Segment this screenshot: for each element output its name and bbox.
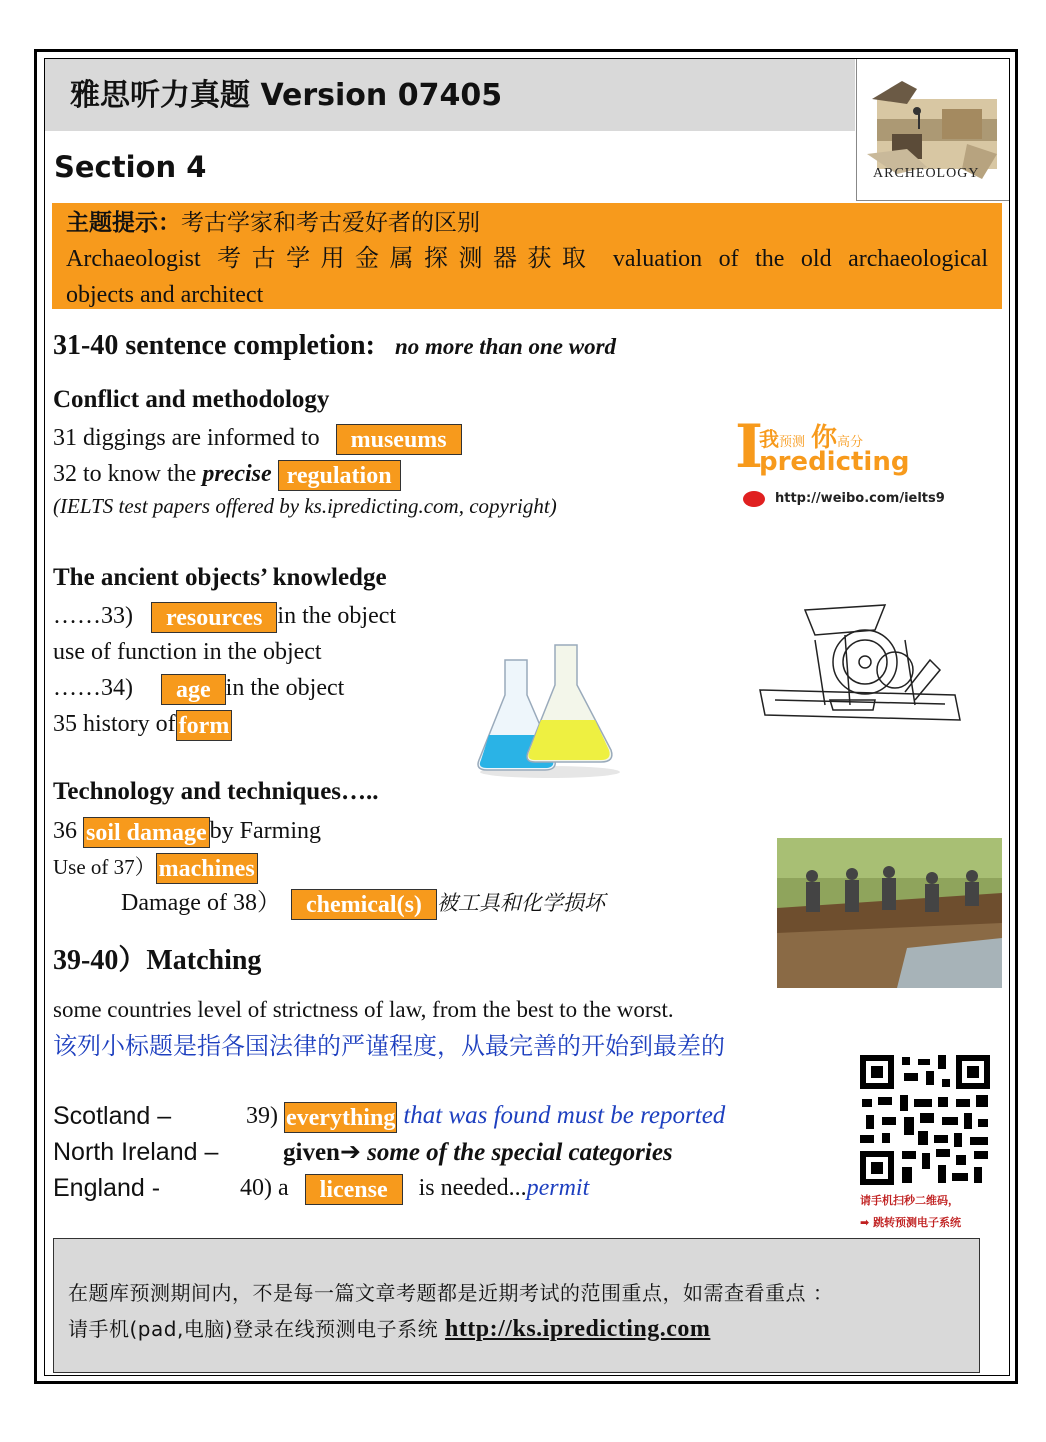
brand-letter-i: I (735, 412, 764, 482)
q36-answer: soil damage (83, 817, 210, 848)
q34-suffix: in the object (225, 675, 345, 701)
sentence-completion-heading (53, 330, 616, 362)
q40-suffix: is needed... (418, 1175, 527, 1201)
q32-answer: regulation (278, 460, 401, 491)
weibo-link[interactable]: http://weibo.com/ielts9 (775, 491, 945, 506)
footer-line-2 (68, 1311, 965, 1347)
topic-title-cn: 考古学家和考古爱好者的区别 (181, 210, 480, 236)
ni-given: given (283, 1139, 340, 1166)
brand-cn-3: 你 (811, 423, 838, 453)
brand-name: predicting (759, 447, 910, 477)
flasks-image (475, 640, 625, 780)
q32-line (53, 456, 401, 492)
q32-italic: precise (202, 461, 272, 487)
ipredicting-logo (735, 412, 945, 520)
q37-prefix: Use of 37） (53, 855, 156, 879)
qr-caption-2-text: 跳转预测电子系统 (873, 1216, 962, 1229)
arrow-right-icon: ➡ (860, 1216, 870, 1229)
footer-line-1: 在题库预测期间内，不是每一篇文章考题都是近期考试的范围重点，如需查看重点 ： (68, 1281, 834, 1305)
scotland-label: Scotland – (53, 1102, 172, 1130)
footer-notice (53, 1238, 980, 1373)
q40-answer: license (305, 1174, 403, 1205)
archeology-logo (856, 59, 1009, 201)
conflict-heading: Conflict and methodology (53, 386, 330, 413)
ancient-heading: The ancient objects’ knowledge (53, 564, 387, 591)
q33-line (53, 598, 396, 634)
q31-line (53, 420, 462, 456)
copyright-note: (IELTS test papers offered by ks.ipredicting.com, copyright) (53, 494, 557, 518)
matching-description-cn: 该列小标题是指各国法律的严谨程度，从最完善的开始到最差的 (53, 1032, 725, 1060)
qr-caption-1: 请手机扫秒二维码， (860, 1194, 959, 1207)
q40-note: permit (526, 1175, 590, 1201)
topic-line-3: objects and architect (66, 282, 264, 308)
sc-instruction: no more than one word (394, 334, 617, 359)
brand-cn-4: 高分 (837, 435, 864, 450)
q39-num: 39) (246, 1103, 278, 1129)
q38-prefix: Damage of 38） (121, 890, 281, 916)
ni-line (283, 1134, 673, 1171)
q34-line (53, 670, 344, 706)
q35-line (53, 706, 232, 742)
topic-hint-box (52, 203, 1002, 309)
ni-note: some of the special categories (367, 1139, 673, 1166)
q39-note: that was found must be reported (403, 1102, 726, 1129)
q33-num: ……33) (53, 603, 133, 629)
q40-num: 40) a (240, 1175, 289, 1201)
topic-line-2: Archaeologist 考古学用金属探测器获取 valuation of the old archaeological (66, 246, 988, 272)
q32-text: 32 to know the (53, 461, 203, 487)
q34-answer: age (161, 674, 226, 705)
q39-line (246, 1098, 725, 1134)
logo-caption: ARCHEOLOGY (873, 166, 980, 181)
north-ireland-label: North Ireland – (53, 1138, 219, 1166)
q36-line (53, 813, 321, 849)
brand-cn-1: 我 (759, 427, 779, 451)
q31-text: 31 diggings are informed to (53, 425, 320, 451)
topic-label: 主题提示： (66, 210, 181, 236)
q39-answer: everything (284, 1102, 397, 1133)
q37-line (53, 849, 258, 885)
q40-line (240, 1170, 589, 1206)
q37-answer: machines (156, 853, 258, 884)
q38-line (121, 885, 605, 921)
q38-answer: chemical(s) (291, 889, 437, 920)
q36-suffix: by Farming (209, 818, 321, 844)
qr-code-icon (858, 1053, 992, 1187)
qr-code[interactable] (858, 1053, 992, 1187)
q33-answer: resources (151, 602, 277, 633)
sc-heading: 31-40 sentence completion: (53, 330, 375, 361)
q34-num: ……34) (53, 675, 133, 701)
q35-text: 35 history of (53, 711, 176, 737)
q33-suffix: in the object (277, 603, 397, 629)
q35-answer: form (176, 710, 233, 741)
section-heading: Section 4 (54, 150, 207, 184)
q36-num: 36 (53, 818, 77, 844)
machine-drawing (755, 600, 970, 730)
brand-cn-2: 预测 (779, 435, 806, 450)
england-label: England - (53, 1174, 161, 1202)
matching-description: some countries level of strictness of law, from the best to the worst. (53, 997, 674, 1022)
tech-heading: Technology and techniques….. (53, 778, 379, 805)
footer-line-2-text: 请手机(pad,电脑)登录在线预测电子系统 (68, 1317, 445, 1341)
weibo-icon (743, 491, 765, 507)
page-title: 雅思听力真题 Version 07405 (70, 78, 503, 113)
q31-answer: museums (336, 424, 462, 455)
excavation-photo (777, 838, 1002, 988)
ipredicting-link[interactable]: http://ks.ipredicting.com (444, 1316, 711, 1342)
use-of-function-line: use of function in the object (53, 639, 322, 665)
q38-note: 被工具和化学损坏 (436, 891, 605, 915)
qr-caption-2 (860, 1214, 961, 1230)
archeology-illustration (857, 59, 1008, 199)
arrow-right-icon: ➔ (339, 1137, 361, 1166)
matching-heading: 39-40）Matching (53, 945, 262, 976)
